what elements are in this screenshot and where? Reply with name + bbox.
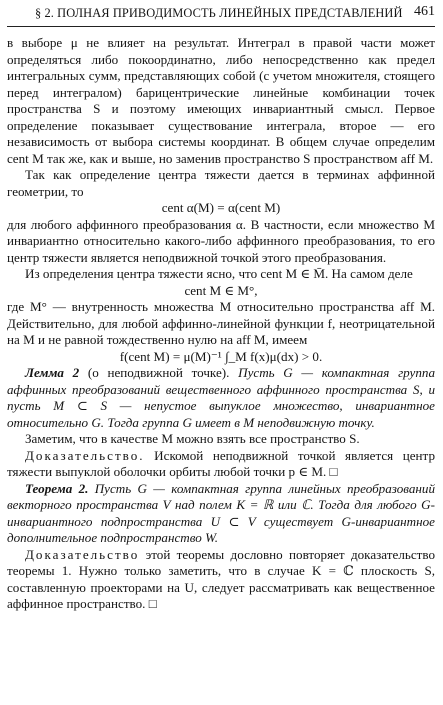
proof-label: Доказательство — [25, 546, 140, 562]
lemma-statement — [7, 365, 435, 431]
page-body — [7, 35, 435, 613]
theorem-text: Пусть G — компактная группа линейных преобразований векторного пространства V над полем K = ℝ или ℂ. Тогда для любого G-инвариантного подпространства U ⊂ V существует G-инвариантное дополнительное подпространство W. — [7, 480, 435, 545]
proof-text: Искомой неподвижной точкой является центр тяжести выпуклой оболочки орбиты любой точки p ∈ M. □ — [7, 447, 435, 479]
proof — [7, 448, 435, 481]
formula: cent M ∈ M°, — [184, 282, 258, 298]
page-number: 461 — [414, 4, 435, 19]
running-header — [7, 0, 435, 27]
proof — [7, 547, 435, 613]
header-title: § 2. ПОЛНАЯ ПРИВОДИМОСТЬ ЛИНЕЙНЫХ ПРЕДСТАВЛЕНИЙ — [35, 6, 403, 20]
lemma-text: Пусть G — компактная группа аффинных преобразований вещественного аффинного пространства S, и пусть M ⊂ S — непустое выпуклое множество, инвариантное относительно G. Тогда группа G имеет в M неподвижную точку. — [7, 365, 436, 430]
proof-text: этой теоремы дословно повторяет доказательство теоремы 1. Нужно только заметить, что в случае K = ℂ плоскость S, составленную проекторами на U, следует рассматривать как вещественное аффинное пространство. □ — [7, 546, 435, 611]
book-page — [7, 0, 435, 613]
paragraph: где M° — внутренность множества M относительно пространства aff M. Действительно, для любой аффинно-линейной функции f, неотрицательной на M и не равной тождественно нулю на aff M, имеем — [7, 299, 435, 347]
paragraph: Так как определение центра тяжести дается в терминах аффинной геометрии, то — [7, 167, 435, 199]
theorem-label: Теорема 2. — [25, 480, 89, 496]
paragraph: для любого аффинного преобразования α. В частности, если множество M инвариантно относительно какого-либо аффинного преобразования, то его центр тяжести является неподвижной точкой этого преобразования. — [7, 216, 435, 265]
paragraph: в выборе μ не влияет на результат. Интеграл в правой части может определяться либо покоординатно, либо непосредственно как предел интегральных сумм, представляющих собой (с учетом множителя, стоящего перед интегралом) барицентрические линейные комбинации точек пространства S и поэтому имеющих инвариантный смысл. Первое определение показывает существование интеграла, второе — его независимость от выбора системы координат. В общем случае определим cent M так же, как и выше, но заменив пространство S пространством aff M. — [7, 35, 435, 166]
lemma-subtitle: (о неподвижной точке). — [87, 365, 230, 380]
paragraph: Заметим, что в качестве M можно взять все пространство S. — [25, 431, 360, 446]
theorem-statement — [7, 481, 435, 547]
formula: cent α(M) = α(cent M) — [161, 200, 281, 215]
paragraph: Из определения центра тяжести ясно, что cent M ∈ M̄. На самом деле — [25, 266, 413, 281]
proof-label: Доказательство. — [25, 447, 145, 463]
lemma-label: Лемма 2 — [25, 365, 80, 380]
formula: f(cent M) = μ(M)⁻¹ ∫_M f(x)μ(dx) > 0. — [119, 348, 323, 364]
